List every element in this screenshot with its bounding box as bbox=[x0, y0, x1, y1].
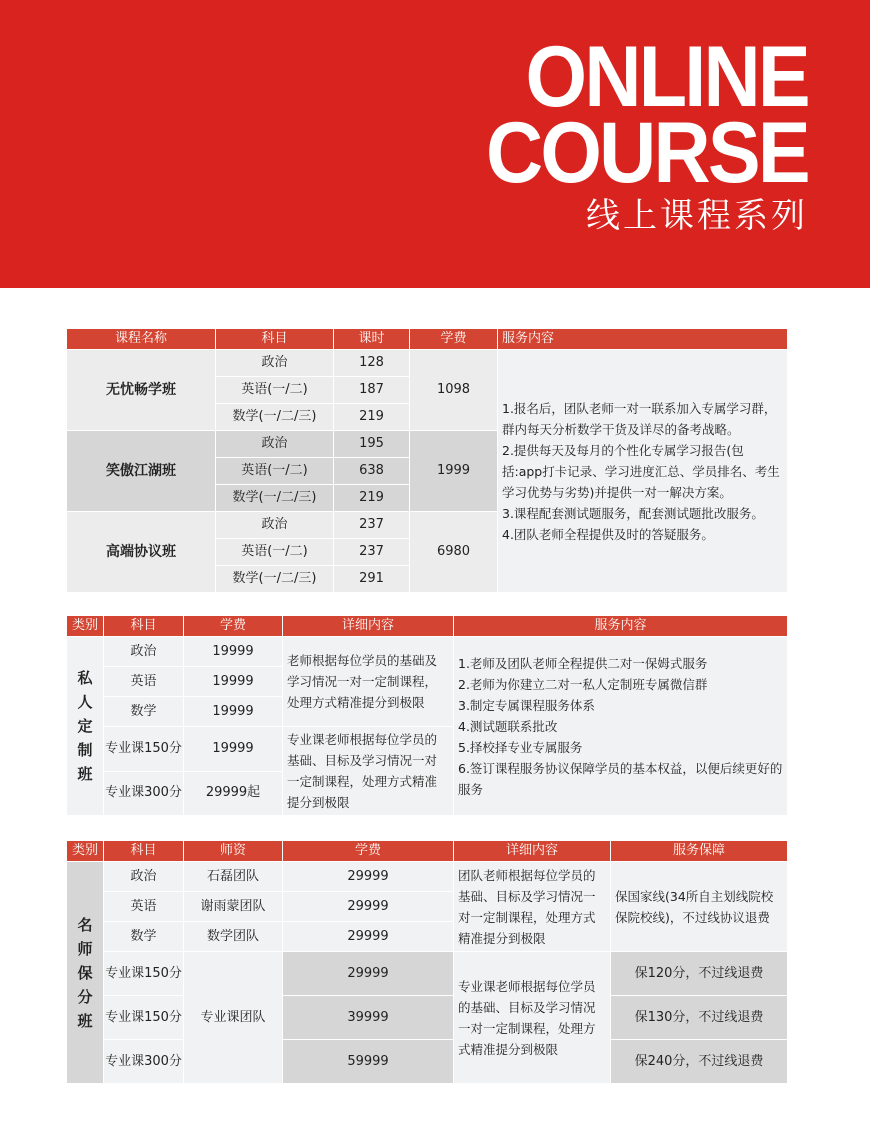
table-header-row bbox=[67, 329, 788, 350]
header-course-name: 课程名称 bbox=[67, 329, 216, 350]
fee: 19999 bbox=[184, 727, 283, 772]
subject: 专业课150分 bbox=[104, 727, 184, 772]
category-guarantee-class bbox=[67, 862, 104, 1084]
subject: 数学(一/二/三) bbox=[216, 404, 334, 431]
guarantee-content: 保国家线(34所自主划线院校保院校线)，不过线协议退费 bbox=[611, 862, 788, 952]
service-item: 1.报名后，团队老师一对一联系加入专属学习群，群内每天分析数学干货及详尽的备考战略。 bbox=[502, 400, 777, 437]
service-item: 6.签订课程服务协议保障学员的基本权益，以便后续更好的服务 bbox=[458, 760, 783, 797]
header-services: 服务内容 bbox=[454, 616, 788, 637]
table-row bbox=[67, 350, 788, 377]
subject: 政治 bbox=[216, 431, 334, 458]
header-details: 详细内容 bbox=[283, 616, 454, 637]
header-subject: 科目 bbox=[104, 841, 184, 862]
table-row bbox=[67, 996, 788, 1040]
category-char: 分 bbox=[77, 987, 93, 1006]
fee: 29999 bbox=[283, 952, 454, 996]
category-char: 保 bbox=[77, 963, 93, 982]
teacher: 数学团队 bbox=[184, 922, 283, 952]
subject: 政治 bbox=[216, 512, 334, 539]
subject: 英语(一/二) bbox=[216, 539, 334, 566]
category-char: 名 bbox=[77, 915, 93, 934]
table-row bbox=[67, 637, 788, 667]
category-private-class bbox=[67, 637, 104, 816]
subject: 数学 bbox=[104, 922, 184, 952]
guarantee: 保130分，不过线退费 bbox=[611, 996, 788, 1040]
subject: 专业课300分 bbox=[104, 771, 184, 816]
subject: 数学(一/二/三) bbox=[216, 485, 334, 512]
category-char: 私 bbox=[77, 669, 93, 687]
detail-content: 专业课老师根据每位学员的基础、目标及学习情况一对一定制课程，处理方式精准提分到极限 bbox=[454, 952, 611, 1084]
fee: 29999 bbox=[283, 892, 454, 922]
private-custom-table bbox=[66, 615, 788, 816]
hours: 195 bbox=[334, 431, 410, 458]
service-item: 3.制定专属课程服务体系 bbox=[458, 697, 595, 713]
guarantee: 保120分，不过线退费 bbox=[611, 952, 788, 996]
service-item: 2.老师为你建立二对一私人定制班专属微信群 bbox=[458, 676, 708, 692]
header-subject: 科目 bbox=[104, 616, 184, 637]
header-teacher: 师资 bbox=[184, 841, 283, 862]
service-content bbox=[498, 350, 788, 593]
service-item: 1.老师及团队老师全程提供二对一保姆式服务 bbox=[458, 655, 708, 671]
subject: 专业课150分 bbox=[104, 952, 184, 996]
subject: 英语 bbox=[104, 892, 184, 922]
header-services: 服务内容 bbox=[498, 329, 788, 350]
hours: 187 bbox=[334, 377, 410, 404]
fee: 1098 bbox=[410, 350, 498, 431]
category-char: 班 bbox=[77, 765, 93, 783]
subject: 英语(一/二) bbox=[216, 377, 334, 404]
fee: 29999 bbox=[283, 862, 454, 892]
hours: 237 bbox=[334, 512, 410, 539]
course-name: 高端协议班 bbox=[67, 512, 216, 593]
hours: 219 bbox=[334, 404, 410, 431]
service-item: 4.团队老师全程提供及时的答疑服务。 bbox=[502, 526, 714, 542]
subject: 专业课150分 bbox=[104, 996, 184, 1040]
detail-content: 专业课老师根据每位学员的基础、目标及学习情况一对一定制课程，处理方式精准提分到极限 bbox=[283, 727, 454, 816]
subject: 数学(一/二/三) bbox=[216, 566, 334, 593]
header-subject: 科目 bbox=[216, 329, 334, 350]
header-details: 详细内容 bbox=[454, 841, 611, 862]
guarantee-class-table bbox=[66, 840, 788, 1084]
subject: 政治 bbox=[216, 350, 334, 377]
category-char: 人 bbox=[77, 693, 93, 711]
table-header-row bbox=[67, 841, 788, 862]
header-hours: 课时 bbox=[334, 329, 410, 350]
hours: 237 bbox=[334, 539, 410, 566]
header-category: 类别 bbox=[67, 616, 104, 637]
hours: 128 bbox=[334, 350, 410, 377]
fee: 29999 bbox=[283, 922, 454, 952]
subject: 专业课300分 bbox=[104, 1040, 184, 1084]
fee: 19999 bbox=[184, 637, 283, 667]
subject: 英语(一/二) bbox=[216, 458, 334, 485]
table-row bbox=[67, 952, 788, 996]
detail-content: 团队老师根据每位学员的基础、目标及学习情况一对一定制课程，处理方式精准提分到极限 bbox=[454, 862, 611, 952]
table-row bbox=[67, 862, 788, 892]
header-guarantee: 服务保障 bbox=[611, 841, 788, 862]
hours: 219 bbox=[334, 485, 410, 512]
course-name: 无忧畅学班 bbox=[67, 350, 216, 431]
header-category: 类别 bbox=[67, 841, 104, 862]
header-banner bbox=[0, 0, 870, 288]
category-char: 定 bbox=[77, 717, 93, 735]
table-row bbox=[67, 1040, 788, 1084]
subtitle: 线上课程系列 bbox=[586, 196, 808, 236]
guarantee: 保240分，不过线退费 bbox=[611, 1040, 788, 1084]
subject: 英语 bbox=[104, 667, 184, 697]
category-char: 制 bbox=[77, 741, 93, 759]
subject: 政治 bbox=[104, 862, 184, 892]
teacher: 石磊团队 bbox=[184, 862, 283, 892]
fee: 6980 bbox=[410, 512, 498, 593]
subject: 政治 bbox=[104, 637, 184, 667]
hours: 638 bbox=[334, 458, 410, 485]
hours: 291 bbox=[334, 566, 410, 593]
fee: 19999 bbox=[184, 697, 283, 727]
category-char: 班 bbox=[77, 1011, 93, 1030]
header-fee: 学费 bbox=[283, 841, 454, 862]
fee: 29999起 bbox=[184, 771, 283, 816]
service-content bbox=[454, 637, 788, 816]
course-name: 笑傲江湖班 bbox=[67, 431, 216, 512]
title-course: COURSE bbox=[486, 105, 808, 201]
teacher: 谢雨蒙团队 bbox=[184, 892, 283, 922]
service-item: 2.提供每天及每月的个性化专属学习报告(包括:app打卡记录、学习进度汇总、学员排名、考生学习优势与劣势)并提供一对一解决方案。 bbox=[502, 442, 780, 500]
header-fee: 学费 bbox=[410, 329, 498, 350]
detail-content: 老师根据每位学员的基础及学习情况一对一定制课程，处理方式精准提分到极限 bbox=[283, 637, 454, 727]
teacher: 专业课团队 bbox=[184, 952, 283, 1084]
title-online: ONLINE bbox=[525, 29, 808, 125]
subject: 数学 bbox=[104, 697, 184, 727]
service-item: 3.课程配套测试题服务，配套测试题批改服务。 bbox=[502, 505, 764, 521]
course-series-table bbox=[66, 328, 788, 593]
service-item: 4.测试题联系批改 bbox=[458, 718, 558, 734]
table-header-row bbox=[67, 616, 788, 637]
fee: 19999 bbox=[184, 667, 283, 697]
service-item: 5.择校择专业专属服务 bbox=[458, 739, 583, 755]
fee: 39999 bbox=[283, 996, 454, 1040]
header-fee: 学费 bbox=[184, 616, 283, 637]
category-char: 师 bbox=[77, 939, 93, 958]
fee: 1999 bbox=[410, 431, 498, 512]
fee: 59999 bbox=[283, 1040, 454, 1084]
